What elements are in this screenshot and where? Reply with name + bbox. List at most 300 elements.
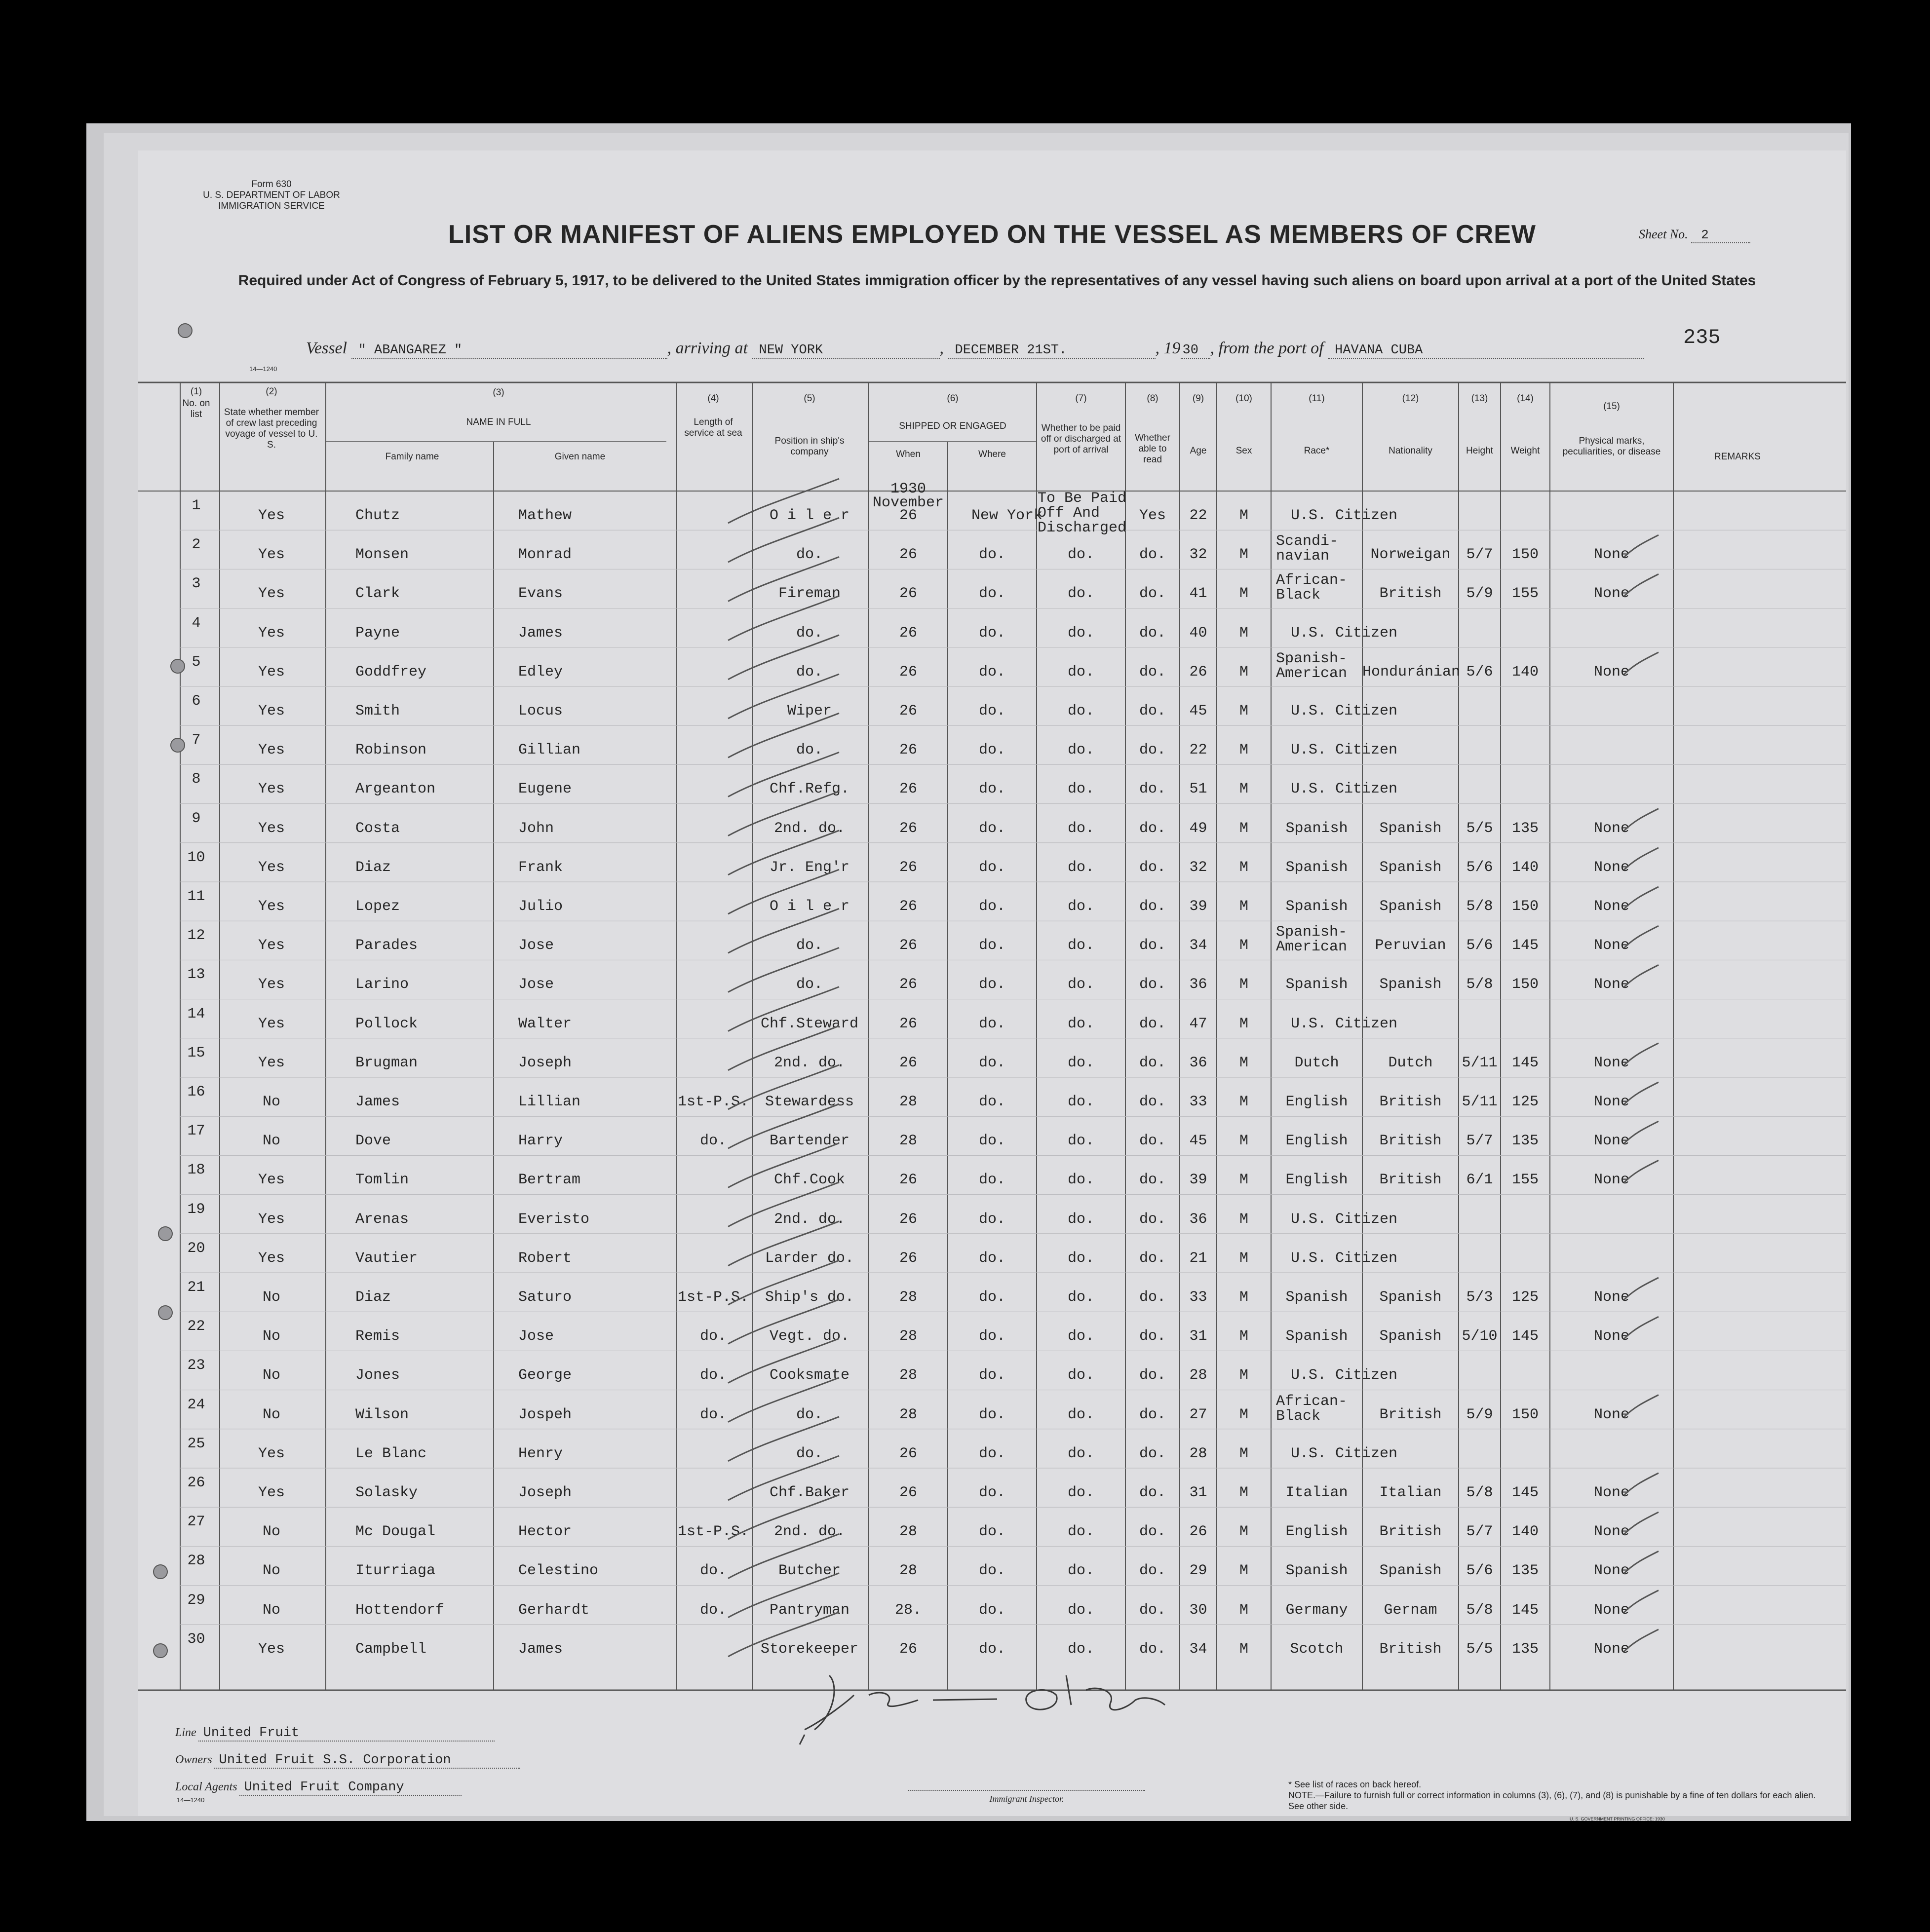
cell-paid: do.: [1067, 546, 1094, 564]
cell-prev: Yes: [258, 1445, 285, 1462]
cell-no: 7: [192, 732, 201, 749]
cell-nationality: Norweigan: [1370, 546, 1451, 564]
cell-where: do.: [978, 1172, 1005, 1189]
cell-no: 21: [187, 1279, 205, 1296]
cell-height: 5/6: [1466, 1562, 1493, 1580]
cell-no: 27: [187, 1514, 205, 1531]
cell-sex: M: [1239, 1328, 1248, 1345]
cell-age: 49: [1189, 820, 1207, 837]
cell-paid: do.: [1067, 976, 1094, 993]
cell-marks: None: [1593, 1562, 1629, 1580]
cell-given: Celestino: [518, 1562, 599, 1580]
cell-sex: M: [1239, 624, 1248, 642]
cell-where: do.: [978, 624, 1005, 642]
cell-weight: 155: [1511, 1172, 1539, 1189]
cell-position: Chf.Cook: [773, 1172, 846, 1189]
departure-port: HAVANA CUBA: [1328, 343, 1644, 359]
cell-height: 5/7: [1466, 546, 1493, 564]
col-header-height: Height: [1466, 446, 1493, 456]
cell-race: U.S. Citizen: [1291, 1211, 1398, 1228]
cell-where: do.: [978, 859, 1005, 876]
cell-prev: Yes: [258, 546, 285, 564]
arrival-port: NEW YORK: [752, 343, 940, 359]
cell-family: Hottendorf: [355, 1601, 445, 1619]
cell-weight: 155: [1511, 585, 1539, 603]
cell-read: do.: [1139, 1406, 1166, 1423]
cell-read: do.: [1139, 1133, 1166, 1150]
cell-marks: None: [1593, 663, 1629, 681]
cell-read: Yes: [1139, 507, 1166, 524]
cell-position: Larder do.: [765, 1250, 854, 1267]
cell-nationality: British: [1379, 1640, 1442, 1658]
cell-position: Butcher: [778, 1562, 841, 1580]
cell-paid: do.: [1067, 624, 1094, 642]
cell-nationality: Spanish: [1379, 898, 1442, 915]
cell-nationality: Italian: [1379, 1484, 1442, 1501]
cell-marks: None: [1593, 1289, 1629, 1306]
cell-height: 5/8: [1466, 898, 1493, 915]
cell-when: 26: [899, 546, 917, 564]
cell-prev: Yes: [258, 507, 285, 524]
cell-age: 39: [1189, 898, 1207, 915]
cell-read: do.: [1139, 585, 1166, 603]
vessel-label: Vessel: [306, 339, 347, 357]
cell-no: 16: [187, 1084, 205, 1100]
cell-weight: 145: [1511, 1601, 1539, 1619]
cell-paid: do.: [1067, 1211, 1094, 1228]
cell-sex: M: [1239, 703, 1248, 720]
cell-family: Diaz: [355, 1289, 391, 1306]
cell-read: do.: [1139, 624, 1166, 642]
cell-position: do.: [796, 663, 823, 681]
service-name: IMMIGRATION SERVICE: [218, 201, 325, 211]
cell-race: Scotch: [1290, 1640, 1344, 1658]
cell-family: Parades: [355, 937, 418, 954]
cell-age: 34: [1189, 937, 1207, 954]
cell-no: 4: [192, 614, 201, 632]
sheet-number-label: Sheet No.: [1639, 227, 1688, 241]
cell-race: English: [1285, 1133, 1348, 1150]
cell-given: James: [518, 624, 563, 642]
cell-height: 5/9: [1466, 1406, 1493, 1423]
col-header-when: When: [896, 449, 921, 459]
cell-paid: do.: [1067, 1484, 1094, 1501]
cell-when: 26: [899, 1211, 917, 1228]
cell-read: do.: [1139, 1601, 1166, 1619]
cell-race: U.S. Citizen: [1291, 624, 1398, 642]
cell-prev: Yes: [258, 703, 285, 720]
cell-nationality: Honduránian: [1362, 663, 1461, 681]
cell-family: Wilson: [355, 1406, 409, 1423]
owners-value: United Fruit S.S. Corporation: [214, 1753, 520, 1769]
cell-prev: Yes: [258, 663, 285, 681]
cell-where: do.: [978, 1054, 1005, 1071]
cell-service: 1st-P.S.: [677, 1523, 749, 1541]
cell-when: 26: [899, 585, 917, 603]
cell-where: do.: [978, 1133, 1005, 1150]
cell-paid: do.: [1067, 1172, 1094, 1189]
cell-marks: None: [1593, 546, 1629, 564]
cell-nationality: Spanish: [1379, 1562, 1442, 1580]
cell-marks: None: [1593, 1523, 1629, 1541]
cell-age: 36: [1189, 976, 1207, 993]
cell-paid: To Be Paid Off And Discharged: [1038, 490, 1127, 536]
cell-race: U.S. Citizen: [1291, 1367, 1398, 1384]
col-header-age: Age: [1190, 446, 1207, 456]
cell-prev: Yes: [258, 898, 285, 915]
cell-marks: None: [1593, 1484, 1629, 1501]
cell-where: do.: [978, 1640, 1005, 1658]
cell-weight: 135: [1511, 1640, 1539, 1658]
cell-when: 26: [899, 663, 917, 681]
cell-race: African- Black: [1276, 572, 1348, 604]
cell-shipped-year-month: 1930 November: [872, 481, 944, 511]
cell-age: 45: [1189, 703, 1207, 720]
cell-where: do.: [978, 781, 1005, 798]
col-5-number: (5): [804, 393, 815, 404]
cell-position: Wiper: [787, 703, 832, 720]
cell-paid: do.: [1067, 781, 1094, 798]
cell-given: Bertram: [518, 1172, 581, 1189]
cell-height: 5/8: [1466, 1601, 1493, 1619]
cell-prev: Yes: [258, 1015, 285, 1032]
cell-no: 25: [187, 1435, 205, 1452]
cell-prev: Yes: [258, 781, 285, 798]
cell-given: Joseph: [518, 1054, 572, 1071]
cell-nationality: Dutch: [1388, 1054, 1433, 1071]
cell-race: English: [1285, 1523, 1348, 1541]
cell-position: Storekeeper: [760, 1640, 859, 1658]
cell-weight: 150: [1511, 898, 1539, 915]
cell-prev: No: [262, 1601, 280, 1619]
cell-when: 28: [899, 1289, 917, 1306]
cell-weight: 145: [1511, 1484, 1539, 1501]
cell-family: Costa: [355, 820, 400, 837]
col-13-number: (13): [1471, 393, 1488, 404]
cell-race: Dutch: [1294, 1054, 1339, 1071]
cell-no: 19: [187, 1201, 205, 1218]
cell-sex: M: [1239, 1289, 1248, 1306]
cell-where: do.: [978, 820, 1005, 837]
cell-marks: None: [1593, 976, 1629, 993]
cell-prev: Yes: [258, 820, 285, 837]
cell-no: 14: [187, 1005, 205, 1023]
col-header-sex: Sex: [1235, 446, 1252, 456]
arrival-year: 30: [1181, 343, 1210, 359]
col-header-paid-off: Whether to be paid off or discharged at port of arrival: [1041, 423, 1121, 455]
page-subtitle: Required under Act of Congress of February 5, 1917, to be delivered to the United States immigration officer by the representatives of any vessel having such aliens on board upon arrival at a port of the United States: [238, 272, 1756, 289]
cell-read: do.: [1139, 1015, 1166, 1032]
cell-nationality: Spanish: [1379, 820, 1442, 837]
cell-given: Joseph: [518, 1484, 572, 1501]
col-header-nationality: Nationality: [1389, 446, 1432, 456]
cell-position: 2nd. do.: [773, 1054, 846, 1071]
cell-race: U.S. Citizen: [1291, 703, 1398, 720]
cell-no: 11: [187, 888, 205, 905]
cell-given: Mathew: [518, 507, 572, 524]
cell-when: 26: [899, 1015, 917, 1032]
printing-office: U. S. GOVERNMENT PRINTING OFFICE: 1930: [1570, 1817, 1665, 1821]
cell-age: 31: [1189, 1328, 1207, 1345]
cell-sex: M: [1239, 898, 1248, 915]
cell-paid: do.: [1067, 1523, 1094, 1541]
cell-position: do.: [796, 1406, 823, 1423]
cell-when: 26: [899, 976, 917, 993]
cell-prev: No: [262, 1328, 280, 1345]
cell-read: do.: [1139, 1367, 1166, 1384]
cell-sex: M: [1239, 663, 1248, 681]
cell-read: do.: [1139, 703, 1166, 720]
cell-race: U.S. Citizen: [1291, 507, 1398, 524]
cell-marks: None: [1593, 937, 1629, 954]
cell-family: Brugman: [355, 1054, 418, 1071]
cell-read: do.: [1139, 781, 1166, 798]
cell-read: do.: [1139, 1640, 1166, 1658]
cell-age: 22: [1189, 742, 1207, 759]
cell-read: do.: [1139, 859, 1166, 876]
cell-race: African- Black: [1276, 1393, 1348, 1425]
col-header-previous-voyage: State whether member of crew last preceding voyage of vessel to U. S.: [224, 407, 319, 450]
cell-nationality: Spanish: [1379, 976, 1442, 993]
col-3-number: (3): [493, 387, 504, 398]
cell-prev: Yes: [258, 1211, 285, 1228]
cell-race: Scandi- navian: [1276, 533, 1339, 565]
cell-position: Chf.Baker: [769, 1484, 850, 1501]
cell-position: Pantryman: [769, 1601, 850, 1619]
cell-height: 5/3: [1466, 1289, 1493, 1306]
cell-position: Chf.Refg.: [769, 781, 850, 798]
cell-read: do.: [1139, 937, 1166, 954]
cell-position: 2nd. do.: [773, 1211, 846, 1228]
col-10-number: (10): [1235, 393, 1252, 404]
cell-when: 26: [899, 859, 917, 876]
arrival-date: DECEMBER 21ST.: [948, 343, 1156, 359]
col-7-number: (7): [1075, 393, 1087, 404]
cell-read: do.: [1139, 1484, 1166, 1501]
cell-weight: 145: [1511, 1054, 1539, 1071]
cell-nationality: British: [1379, 1133, 1442, 1150]
cell-paid: do.: [1067, 703, 1094, 720]
cell-paid: do.: [1067, 859, 1094, 876]
cell-service: do.: [699, 1133, 727, 1150]
cell-height: 5/5: [1466, 1640, 1493, 1658]
cell-where: do.: [978, 546, 1005, 564]
cell-height: 5/8: [1466, 1484, 1493, 1501]
cell-weight: 140: [1511, 1523, 1539, 1541]
cell-age: 39: [1189, 1172, 1207, 1189]
cell-family: Solasky: [355, 1484, 418, 1501]
cell-paid: do.: [1067, 820, 1094, 837]
cell-no: 18: [187, 1162, 205, 1179]
cell-age: 47: [1189, 1015, 1207, 1032]
col-8-number: (8): [1147, 393, 1158, 404]
cell-no: 30: [187, 1630, 205, 1648]
cell-no: 29: [187, 1591, 205, 1609]
cell-prev: No: [262, 1523, 280, 1541]
cell-height: 5/9: [1466, 585, 1493, 603]
col-9-number: (9): [1192, 393, 1204, 404]
cell-weight: 140: [1511, 859, 1539, 876]
cell-where: do.: [978, 1289, 1005, 1306]
cell-sex: M: [1239, 781, 1248, 798]
cell-no: 9: [192, 810, 201, 827]
cell-age: 41: [1189, 585, 1207, 603]
cell-family: Payne: [355, 624, 400, 642]
cell-marks: None: [1593, 1328, 1629, 1345]
cell-when: 28: [899, 1328, 917, 1345]
cell-age: 33: [1189, 1094, 1207, 1110]
year-prefix: , 19: [1155, 339, 1181, 357]
col-header-family-name: Family name: [385, 452, 439, 462]
cell-prev: No: [262, 1289, 280, 1306]
cell-position: Stewardess: [765, 1094, 854, 1110]
cell-position: Cooksmate: [769, 1367, 850, 1384]
cell-read: do.: [1139, 1172, 1166, 1189]
cell-marks: None: [1593, 1172, 1629, 1189]
cell-marks: None: [1593, 820, 1629, 837]
cell-age: 36: [1189, 1054, 1207, 1071]
cell-position: Chf.Steward: [760, 1015, 859, 1032]
cell-family: Mc Dougal: [355, 1523, 436, 1541]
col-header-physical-marks: Physical marks, peculiarities, or disease: [1562, 436, 1661, 457]
cell-marks: None: [1593, 1406, 1629, 1423]
cell-family: Iturriaga: [355, 1562, 436, 1580]
cell-race: Spanish: [1285, 1328, 1348, 1345]
cell-family: Argeanton: [355, 781, 436, 798]
cell-marks: None: [1593, 1133, 1629, 1150]
cell-nationality: British: [1379, 1094, 1442, 1110]
page-number: 235: [1683, 326, 1721, 349]
cell-paid: do.: [1067, 742, 1094, 759]
cell-height: 5/8: [1466, 976, 1493, 993]
cell-sex: M: [1239, 820, 1248, 837]
cell-when: 26: [899, 1445, 917, 1462]
cell-given: Gillian: [518, 742, 581, 759]
form-code: 14—1240: [249, 365, 277, 373]
cell-prev: No: [262, 1367, 280, 1384]
cell-paid: do.: [1067, 1562, 1094, 1580]
cell-family: Tomlin: [355, 1172, 409, 1189]
col-11-number: (11): [1309, 393, 1325, 404]
cell-read: do.: [1139, 1562, 1166, 1580]
cell-paid: do.: [1067, 585, 1094, 603]
cell-given: James: [518, 1640, 563, 1658]
cell-sex: M: [1239, 1484, 1248, 1501]
cell-service: 1st-P.S.: [677, 1094, 749, 1110]
cell-where: do.: [978, 663, 1005, 681]
cell-position: 2nd. do.: [773, 820, 846, 837]
cell-marks: None: [1593, 1640, 1629, 1658]
cell-family: Le Blanc: [355, 1445, 427, 1462]
races-note: * See list of races on back hereof.: [1288, 1780, 1422, 1789]
cell-weight: 150: [1511, 976, 1539, 993]
cell-age: 36: [1189, 1211, 1207, 1228]
cell-paid: do.: [1067, 1015, 1094, 1032]
cell-weight: 125: [1511, 1289, 1539, 1306]
cell-nationality: British: [1379, 1172, 1442, 1189]
cell-no: 5: [192, 653, 201, 671]
cell-position: Bartender: [769, 1133, 850, 1150]
cell-family: Pollock: [355, 1015, 418, 1032]
line-field: [175, 1726, 495, 1742]
cell-age: 28: [1189, 1367, 1207, 1384]
cell-height: 5/6: [1466, 663, 1493, 681]
cell-when: 26: [899, 507, 917, 524]
cell-position: do.: [796, 937, 823, 954]
cell-weight: 135: [1511, 1562, 1539, 1580]
cell-when: 26: [899, 1172, 917, 1189]
cell-when: 26: [899, 1250, 917, 1267]
col-2-number: (2): [266, 386, 277, 397]
cell-prev: Yes: [258, 1484, 285, 1501]
vessel-name: " ABANGAREZ ": [351, 343, 667, 359]
col-1-number: (1): [190, 386, 202, 397]
cell-age: 40: [1189, 624, 1207, 642]
cell-given: Jospeh: [518, 1406, 572, 1423]
cell-weight: 145: [1511, 937, 1539, 954]
cell-race: U.S. Citizen: [1291, 742, 1398, 759]
owners-label: Owners: [175, 1753, 212, 1766]
cell-age: 32: [1189, 546, 1207, 564]
cell-given: Everisto: [518, 1211, 590, 1228]
cell-no: 20: [187, 1240, 205, 1257]
cell-position: 2nd. do.: [773, 1523, 846, 1541]
cell-family: Chutz: [355, 507, 400, 524]
cell-age: 45: [1189, 1133, 1207, 1150]
cell-when: 26: [899, 1054, 917, 1071]
cell-sex: M: [1239, 1211, 1248, 1228]
cell-where: do.: [978, 1211, 1005, 1228]
cell-where: do.: [978, 742, 1005, 759]
cell-where: do.: [978, 1250, 1005, 1267]
cell-family: James: [355, 1094, 400, 1110]
cell-given: Saturo: [518, 1289, 572, 1306]
cell-nationality: Peruvian: [1375, 937, 1446, 954]
cell-race: English: [1285, 1172, 1348, 1189]
col-header-position: Position in ship's company: [774, 436, 845, 457]
cell-when: 28: [899, 1406, 917, 1423]
cell-sex: M: [1239, 1601, 1248, 1619]
cell-race: Spanish: [1285, 1289, 1348, 1306]
cell-race: U.S. Citizen: [1291, 781, 1398, 798]
cell-family: Diaz: [355, 859, 391, 876]
cell-sex: M: [1239, 1015, 1248, 1032]
cell-position: do.: [796, 742, 823, 759]
cell-age: 21: [1189, 1250, 1207, 1267]
cell-where: do.: [978, 1367, 1005, 1384]
cell-when: 28.: [894, 1601, 922, 1619]
cell-paid: do.: [1067, 1640, 1094, 1658]
cell-service: do.: [699, 1367, 727, 1384]
col-6-number: (6): [947, 393, 959, 404]
agents-value: United Fruit Company: [239, 1780, 462, 1796]
owners-field: [175, 1753, 520, 1769]
line-value: United Fruit: [198, 1726, 495, 1742]
cell-where: do.: [978, 1328, 1005, 1345]
cell-position: do.: [796, 976, 823, 993]
cell-read: do.: [1139, 898, 1166, 915]
cell-family: Clark: [355, 585, 400, 603]
cell-no: 13: [187, 966, 205, 984]
cell-height: 6/1: [1466, 1172, 1493, 1189]
col-header-given-name: Given name: [554, 452, 606, 462]
cell-no: 6: [192, 693, 201, 710]
cell-family: Monsen: [355, 546, 409, 564]
cell-marks: None: [1593, 585, 1629, 603]
cell-where: do.: [978, 1484, 1005, 1501]
cell-position: do.: [796, 624, 823, 642]
date-separator: ,: [939, 339, 948, 357]
